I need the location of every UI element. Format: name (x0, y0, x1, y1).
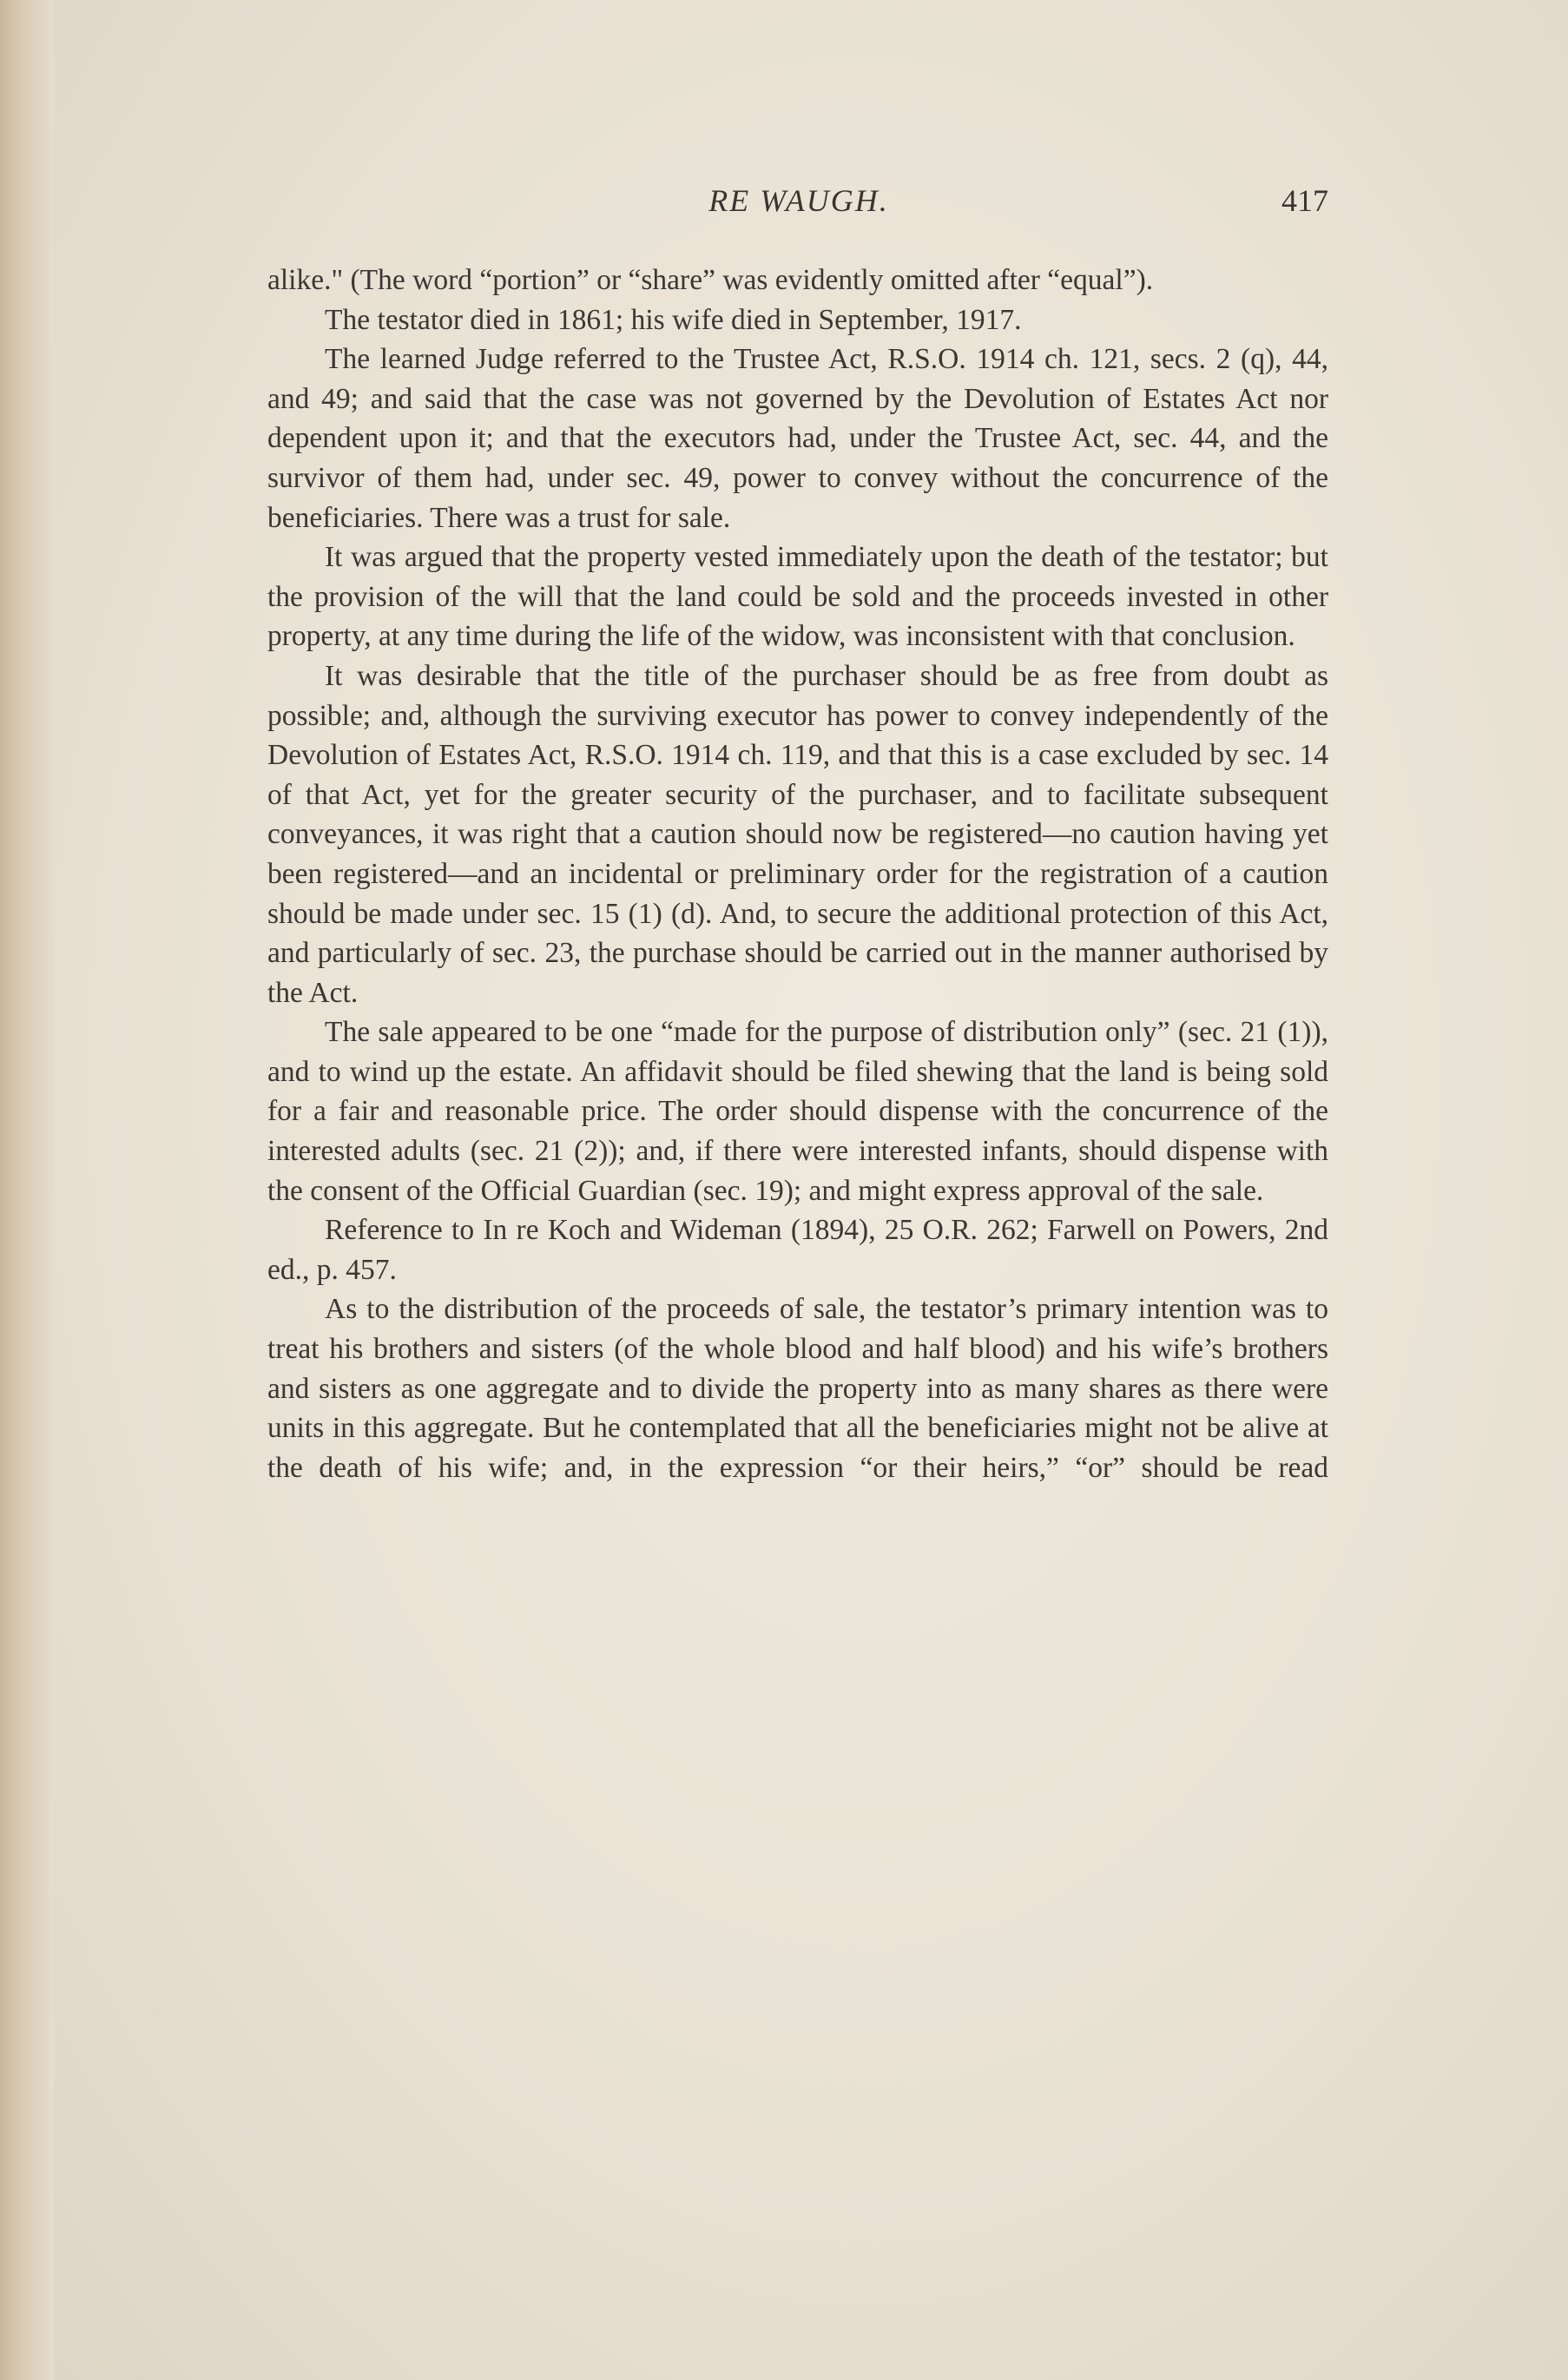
body-text (267, 260, 1328, 1487)
running-head: RE WAUGH. (708, 183, 889, 218)
paragraph-7: Reference to In re Koch and Wideman (1894), 25 O.R. 262; Farwell on Powers, 2nd ed., p. 457. (267, 1214, 1328, 1286)
paragraph-8: As to the distribution of the proceeds of sale, the testator’s primary intention was to treat his brothers and sisters (of the whole blood and half blood) and his wife’s brothers and sisters as one aggregate and to divide the property into as many shares as there were units in this aggregate. But he contemplated that all the beneficiaries might not be alive at the death of his wife; and, in the expression “or their heirs,” “or” should be read (267, 1293, 1328, 1484)
paragraph-2: The testator died in 1861; his wife died in September, 1917. (325, 303, 1022, 336)
page-header (269, 182, 1328, 234)
binding-edge (0, 0, 54, 2380)
page-number: 417 (1281, 183, 1328, 218)
paragraph-3: The learned Judge referred to the Trustee Act, R.S.O. 1914 ch. 121, secs. 2 (q), 44, and 49; and said that the case was not governed by the Devolution of Estates Act nor dependent upon it; and that the executors had, under the Trustee Act, sec. 44, and the survivor of them had, under sec. 49, power to convey without the concurrence of the beneficiaries. There was a trust for sale. (267, 343, 1328, 534)
paragraph-1: alike." (The word “portion” or “share” was evidently omitted after “equal”). (267, 264, 1154, 296)
paragraph-4: It was argued that the property vested immediately upon the death of the testator; but the provision of the will that the land could be sold and the proceeds invested in other property, at any time during the life of the widow, was inconsistent with that conclusion. (267, 541, 1328, 653)
paragraph-6: The sale appeared to be one “made for the purpose of distribution only” (sec. 21 (1)), and to wind up the estate. An affidavit should be filed shewing that the land is being sold for a fair and reasonable price. The order should dispense with the concurrence of the interested adults (sec. 21 (2)); and, if there were interested infants, should dispense with the consent of the Official Guardian (sec. 19); and might express approval of the sale. (267, 1016, 1328, 1207)
paragraph-5: It was desirable that the title of the purchaser should be as free from doubt as possible; and, although the surviving executor has power to convey independently of the Devolution of Estates Act, R.S.O. 1914 ch. 119, and that this is a case excluded by sec. 14 of that Act, yet for the greater security of the purchaser, and to facilitate subsequent conveyances, it was right that a caution should now be registered—no caution having yet been registered—and an incidental or preliminary order for the registration of a caution should be made under sec. 15 (1) (d). And, to secure the additional protection of this Act, and particularly of sec. 23, the purchase should be carried out in the manner authorised by the Act. (267, 659, 1328, 1009)
